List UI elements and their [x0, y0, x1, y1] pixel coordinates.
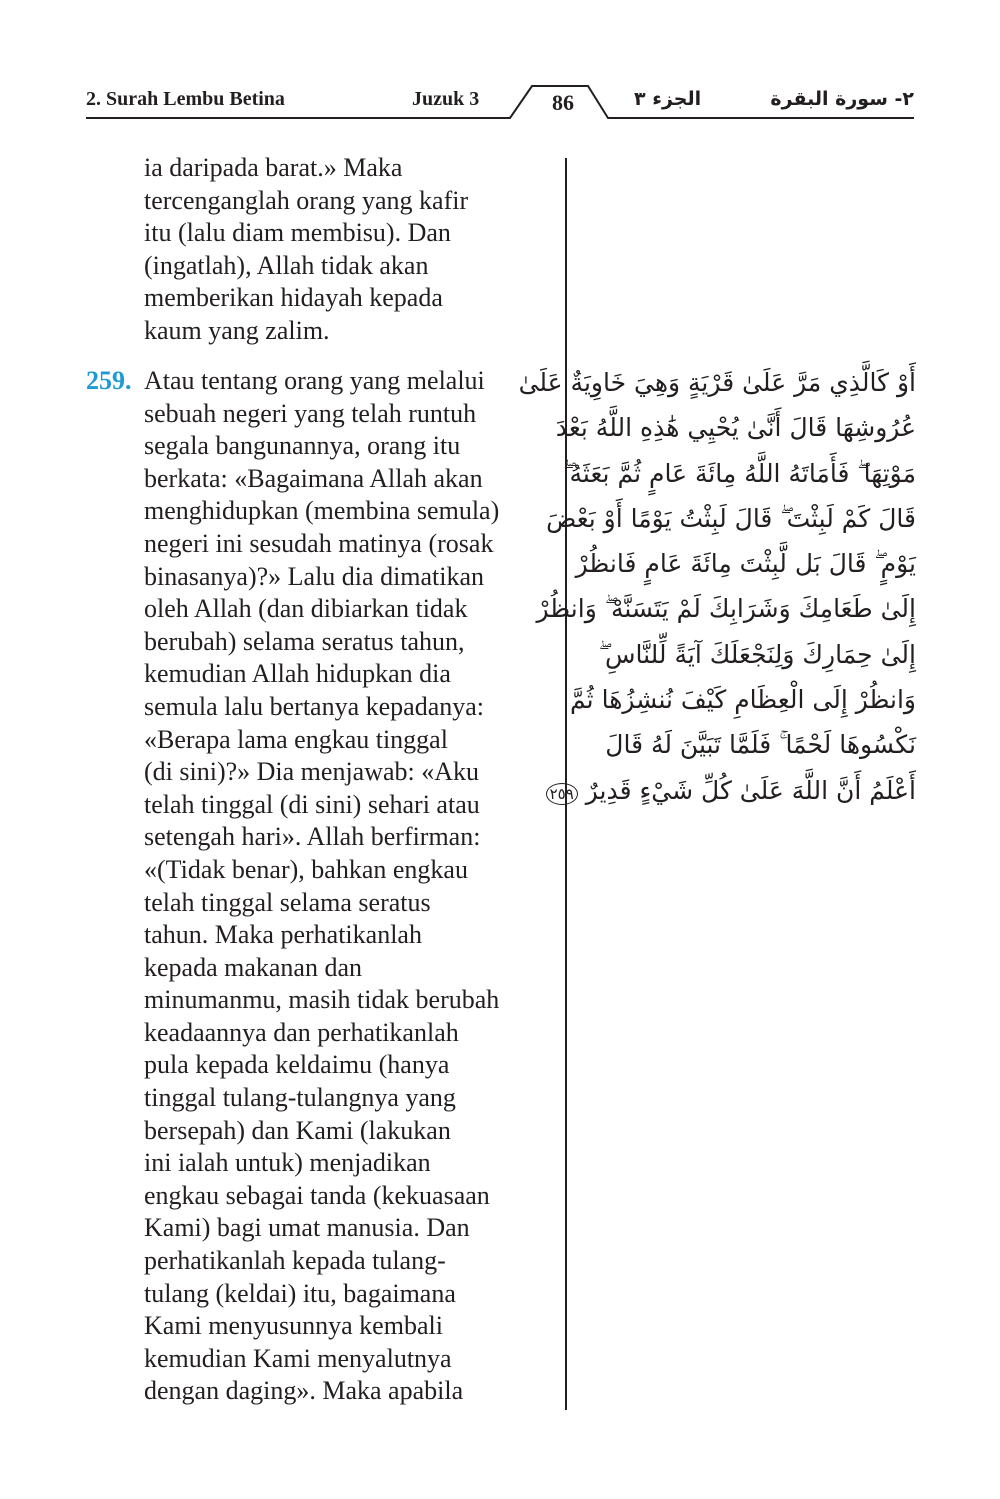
- text-line: negeri ini sesudah matinya (rosak: [144, 528, 494, 558]
- ayah-end-marker: ٢٥٩: [546, 783, 578, 805]
- arabic-line: وَانظُرْ إِلَى الْعِظَامِ كَيْفَ نُنشِزُهَا ثُمَّ: [570, 685, 916, 715]
- surah-title-latin: 2. Surah Lembu Betina: [86, 88, 285, 110]
- arabic-line-text: أَعْلَمُ أَنَّ اللَّهَ عَلَىٰ كُلِّ شَيْءٍ قَدِيرٌ: [585, 775, 916, 805]
- text-line: Kami) bagi umat manusia. Dan: [144, 1213, 470, 1243]
- arabic-line: أَوْ كَالَّذِي مَرَّ عَلَىٰ قَرْيَةٍ وَهِيَ خَاوِيَةٌ عَلَىٰ: [518, 368, 916, 397]
- text-line: telah tinggal (di sini) sehari atau: [144, 789, 480, 819]
- text-line: dengan daging». Maka apabila: [144, 1376, 464, 1406]
- verse-translation: [144, 365, 564, 1408]
- text-line: segala bangunannya, orang itu: [144, 431, 461, 461]
- text-line: oleh Allah (dan dibiarkan tidak: [144, 594, 468, 624]
- text-line: keadaannya dan perhatikanlah: [144, 1017, 459, 1047]
- text-line: menghidupkan (membina semula): [144, 496, 500, 526]
- text-line: telah tinggal selama seratus: [144, 887, 431, 917]
- surah-title-arabic: ٢- سورة البقرة: [770, 88, 914, 110]
- juz-label-latin: Juzuk 3: [412, 88, 480, 110]
- arabic-line: نَكْسُوهَا لَحْمًا ۚ فَلَمَّا تَبَيَّنَ لَهُ قَالَ: [605, 730, 916, 760]
- text-line: Kami menyusunnya kembali: [144, 1311, 443, 1341]
- text-line: «Berapa lama engkau tinggal: [144, 724, 448, 754]
- text-line: «(Tidak benar), bahkan engkau: [144, 854, 468, 884]
- text-line: tercenganglah orang yang kafir: [144, 185, 469, 215]
- text-line: tulang (keldai) itu, bagaimana: [144, 1278, 456, 1308]
- arabic-line: إِلَىٰ حِمَارِكَ وَلِنَجْعَلَكَ آيَةً لِّلنَّاسِ ۖ: [598, 639, 916, 669]
- juz-label-arabic: الجزء ٣: [634, 88, 702, 110]
- text-line: ia daripada barat.» Maka: [144, 153, 403, 182]
- text-line: tinggal tulang-tulangnya yang: [144, 1083, 456, 1113]
- text-line: setengah hari». Allah berfirman:: [144, 822, 481, 852]
- text-line: kemudian Allah hidupkan dia: [144, 659, 451, 689]
- text-line: sebuah negeri yang telah runtuh: [144, 398, 477, 428]
- page-number: 86: [552, 90, 574, 115]
- text-line: itu (lalu diam membisu). Dan: [144, 218, 451, 248]
- text-line: berubah) selama seratus tahun,: [144, 626, 465, 656]
- arabic-verse: [518, 360, 916, 817]
- text-line: kaum yang zalim.: [144, 315, 330, 345]
- text-line: kepada makanan dan: [144, 952, 363, 982]
- text-line: (di sini)?» Dia menjawab: «Aku: [144, 757, 480, 787]
- arabic-line: عُرُوشِهَا قَالَ أَنَّىٰ يُحْيِي هَٰذِهِ اللَّهُ بَعْدَ: [555, 413, 916, 443]
- text-line: berkata: «Bagaimana Allah akan: [144, 463, 483, 493]
- translation-continued: [144, 152, 564, 348]
- text-line: bersepah) dan Kami (lakukan: [144, 1115, 451, 1145]
- text-line: ini ialah untuk) menjadikan: [144, 1148, 431, 1178]
- text-line: engkau sebagai tanda (kekuasaan: [144, 1180, 490, 1210]
- arabic-line: قَالَ كَمْ لَبِثْتَ ۖ قَالَ لَبِثْتُ يَوْمًا أَوْ بَعْضَ: [546, 503, 916, 533]
- arabic-line: مَوْتِهَا ۖ فَأَمَاتَهُ اللَّهُ مِائَةَ عَامٍ ثُمَّ بَعَثَهُ ۖ: [563, 458, 916, 488]
- text-line: semula lalu bertanya kepadanya:: [144, 691, 485, 721]
- text-line: kemudian Kami menyalutnya: [144, 1343, 452, 1373]
- arabic-line: إِلَىٰ طَعَامِكَ وَشَرَابِكَ لَمْ يَتَسَنَّهْ ۖ وَانظُرْ: [536, 594, 916, 624]
- text-line: tahun. Maka perhatikanlah: [144, 920, 422, 950]
- text-line: memberikan hidayah kepada: [144, 283, 443, 313]
- text-line: Atau tentang orang yang melalui: [144, 366, 485, 395]
- text-line: (ingatlah), Allah tidak akan: [144, 250, 429, 280]
- text-line: perhatikanlah kepada tulang-: [144, 1246, 446, 1276]
- verse-number: 259.: [86, 366, 132, 395]
- arabic-line: يَوْمٍ ۖ قَالَ بَل لَّبِثْتَ مِائَةَ عَامٍ فَانظُرْ: [575, 549, 916, 579]
- text-line: minumanmu, masih tidak berubah: [144, 985, 500, 1015]
- arabic-line-last: [549, 768, 916, 817]
- text-line: binasanya)?» Lalu dia dimatikan: [144, 561, 485, 591]
- text-line: pula kepada keldaimu (hanya: [144, 1050, 450, 1080]
